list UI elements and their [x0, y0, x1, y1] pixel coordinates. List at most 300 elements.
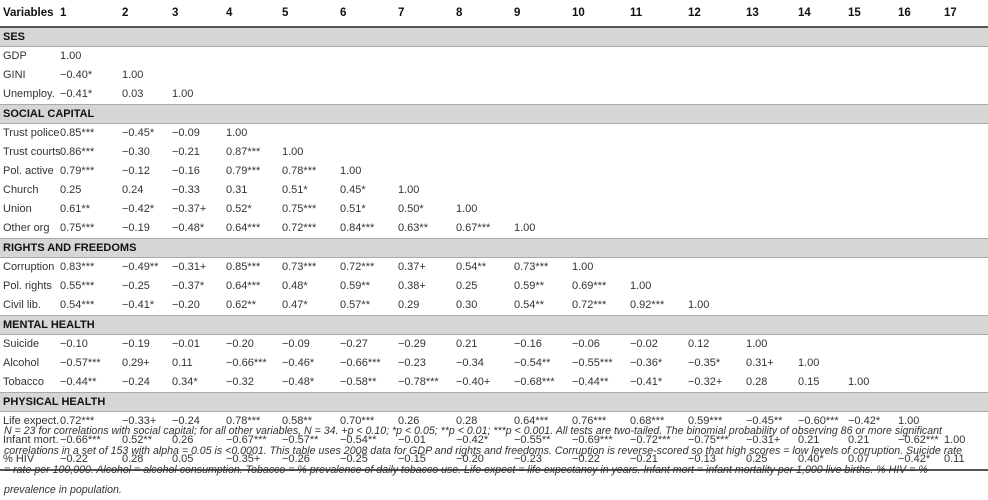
table-cell [848, 219, 898, 239]
table-cell [226, 47, 282, 67]
table-cell [944, 200, 988, 219]
table-cell: 0.54*** [60, 299, 95, 311]
table-cell: −0.20 [456, 450, 514, 470]
table-cell: 0.54** [514, 299, 544, 311]
table-cell [848, 354, 898, 373]
table-cell [898, 335, 944, 355]
table-cell [746, 296, 798, 316]
table-cell: −0.75*** [688, 434, 729, 446]
table-cell [456, 143, 514, 162]
table-cell: −0.24 [172, 415, 200, 427]
table-cell: 0.55*** [60, 280, 95, 292]
table-cell [456, 181, 514, 200]
table-cell: −0.66*** [60, 434, 101, 446]
table-cell [630, 85, 688, 105]
table-cell [746, 200, 798, 219]
table-cell [848, 296, 898, 316]
header-col-1: 1 [60, 7, 67, 19]
header-col-7: 7 [398, 7, 405, 19]
table-cell: 0.75*** [282, 203, 317, 215]
table-cell: 0.12 [688, 338, 710, 350]
table-cell [848, 85, 898, 105]
table-row [0, 162, 988, 181]
table-cell: 0.63** [398, 222, 428, 234]
table-cell: −0.22 [572, 450, 630, 470]
table-cell: 0.29 [398, 299, 420, 311]
table-cell [688, 47, 746, 67]
table-cell: −0.20 [226, 338, 254, 350]
table-cell: 0.86*** [60, 146, 95, 158]
table-cell [848, 181, 898, 200]
table-cell: 0.24 [122, 184, 144, 196]
table-cell [572, 66, 630, 85]
table-cell: −0.66*** [340, 357, 381, 369]
table-cell: 0.11 [172, 357, 193, 369]
table-cell: −0.46* [282, 357, 315, 369]
table-cell: −0.33+ [122, 415, 157, 427]
row-label: Unemploy. [3, 88, 55, 100]
table-cell: −0.41* [630, 376, 663, 388]
table-cell [688, 143, 746, 162]
row-label: % HIV [0, 450, 60, 470]
row-label: Suicide [3, 338, 40, 350]
table-cell [898, 124, 944, 144]
row-label: Pol. active [3, 165, 54, 177]
table-cell [848, 124, 898, 144]
table-cell [572, 143, 630, 162]
table-cell: 0.47* [282, 299, 308, 311]
table-cell: −0.06 [572, 338, 600, 350]
table-cell: 1.00 [630, 280, 652, 292]
section-title: RIGHTS AND FREEDOMS [0, 239, 988, 258]
table-cell [630, 200, 688, 219]
table-cell: −0.57*** [60, 357, 101, 369]
table-cell: −0.44** [572, 376, 609, 388]
table-cell: −0.30 [122, 146, 150, 158]
section-header [0, 239, 988, 258]
table-cell [688, 200, 746, 219]
table-cell [514, 124, 572, 144]
table-cell [798, 85, 848, 105]
table-cell: −0.44** [60, 376, 97, 388]
table-cell [514, 85, 572, 105]
table-cell: −0.19 [122, 338, 150, 350]
table-cell: 0.73*** [282, 261, 317, 273]
table-cell: 1.00 [60, 50, 82, 62]
table-cell: 0.38+ [398, 280, 426, 292]
table-cell [282, 66, 340, 85]
table-cell: 0.11 [944, 450, 988, 470]
table-cell [898, 143, 944, 162]
table-cell [848, 258, 898, 278]
table-cell: 0.31+ [746, 357, 774, 369]
table-cell: 0.28 [746, 376, 768, 388]
table-cell [572, 162, 630, 181]
table-cell [746, 124, 798, 144]
table-row [0, 47, 988, 67]
table-cell: −0.42* [898, 450, 944, 470]
table-cell: 0.40* [798, 450, 848, 470]
table-cell: −0.29 [398, 338, 426, 350]
table-cell [848, 277, 898, 296]
table-cell: 0.72*** [282, 222, 317, 234]
table-row [0, 66, 988, 85]
table-cell [746, 85, 798, 105]
table-cell [398, 66, 456, 85]
table-row [0, 258, 988, 278]
table-cell [898, 258, 944, 278]
row-label: Union [3, 203, 32, 215]
row-label: Life expect. [3, 415, 60, 427]
row-label: Trust police [3, 127, 60, 139]
table-cell: 1.00 [944, 434, 966, 446]
table-cell [798, 296, 848, 316]
table-cell [514, 47, 572, 67]
table-cell [172, 47, 226, 67]
table-cell [944, 162, 988, 181]
table-cell: 0.69*** [572, 280, 607, 292]
table-cell [798, 47, 848, 67]
table-cell: −0.69*** [572, 434, 613, 446]
table-cell: 0.72*** [340, 261, 375, 273]
table-cell: −0.41* [60, 88, 93, 100]
table-cell: −0.57** [282, 434, 319, 446]
table-cell: 0.51* [340, 203, 366, 215]
row-label: GINI [3, 69, 26, 81]
table-cell [514, 200, 572, 219]
header-col-11: 11 [630, 7, 643, 19]
table-cell: 0.72*** [572, 299, 607, 311]
table-row [0, 277, 988, 296]
table-cell [688, 219, 746, 239]
table-cell [282, 124, 340, 144]
table-cell [746, 181, 798, 200]
table-row [0, 296, 988, 316]
table-cell: 1.00 [898, 415, 920, 427]
table-cell [746, 66, 798, 85]
table-cell: 0.84*** [340, 222, 375, 234]
table-cell: −0.13 [688, 450, 746, 470]
table-cell: 0.25 [60, 184, 82, 196]
table-cell [898, 219, 944, 239]
table-cell [944, 85, 988, 105]
table-cell: −0.45* [122, 127, 155, 139]
table-cell: 1.00 [172, 88, 194, 100]
table-row [0, 200, 988, 219]
table-cell [630, 143, 688, 162]
table-cell: 1.00 [456, 203, 478, 215]
table-cell: 1.00 [798, 357, 820, 369]
table-cell: −0.49** [122, 261, 159, 273]
table-cell: 0.28 [456, 415, 478, 427]
table-cell: 0.31 [226, 184, 248, 196]
table-cell [456, 162, 514, 181]
table-cell [798, 143, 848, 162]
table-cell: 0.26 [172, 434, 194, 446]
table-cell: 0.79*** [226, 165, 261, 177]
table-cell: 0.58** [282, 415, 312, 427]
table-cell: 0.21 [798, 434, 820, 446]
table-cell [898, 47, 944, 67]
section-title: SES [0, 27, 988, 47]
table-cell: −0.41* [122, 299, 155, 311]
table-cell [944, 354, 988, 373]
table-cell: 0.59*** [688, 415, 723, 427]
table-header [0, 0, 988, 27]
table-cell [944, 219, 988, 239]
section-title: MENTAL HEALTH [0, 316, 988, 335]
header-col-14: 14 [798, 7, 811, 19]
table-cell [848, 335, 898, 355]
table-cell [514, 181, 572, 200]
table-cell [746, 162, 798, 181]
table-cell: 1.00 [572, 261, 594, 273]
table-cell [746, 47, 798, 67]
table-cell: −0.66*** [226, 357, 267, 369]
header-col-2: 2 [122, 7, 129, 19]
table-cell: −0.02 [630, 338, 658, 350]
table-cell: 0.25 [746, 450, 798, 470]
row-label: Pol. rights [3, 280, 52, 292]
table-cell [944, 143, 988, 162]
table-cell: 0.62** [226, 299, 256, 311]
header-col-8: 8 [456, 7, 463, 19]
table-cell: 0.57** [340, 299, 370, 311]
table-cell: 0.73*** [514, 261, 549, 273]
table-row [0, 219, 988, 239]
table-cell: 0.52* [226, 203, 252, 215]
table-row [0, 373, 988, 393]
table-cell: −0.45** [746, 415, 783, 427]
table-cell [898, 181, 944, 200]
table-cell [848, 200, 898, 219]
table-cell: 0.87*** [226, 146, 261, 158]
table-row [0, 354, 988, 373]
table-cell [944, 373, 988, 393]
table-cell: 0.15 [798, 376, 820, 388]
section-header [0, 27, 988, 47]
table-cell [172, 66, 226, 85]
table-row [0, 85, 988, 105]
table-cell [630, 124, 688, 144]
table-cell: −0.19 [122, 222, 150, 234]
table-cell: −0.34 [456, 357, 484, 369]
table-cell: −0.55** [514, 434, 551, 446]
table-cell: −0.10 [60, 338, 88, 350]
table-cell [798, 335, 848, 355]
header-col-12: 12 [688, 7, 701, 19]
table-cell [898, 354, 944, 373]
table-cell [572, 200, 630, 219]
table-cell: 0.78*** [282, 165, 317, 177]
table-cell [398, 47, 456, 67]
table-cell: 0.37+ [398, 261, 426, 273]
table-cell: −0.78*** [398, 376, 439, 388]
table-cell: −0.24 [122, 376, 150, 388]
table-cell: 0.03 [122, 88, 144, 100]
table-cell: −0.32 [226, 376, 254, 388]
section-title: SOCIAL CAPITAL [0, 105, 988, 124]
table-cell [798, 277, 848, 296]
table-cell [340, 143, 398, 162]
table-cell [898, 200, 944, 219]
row-label: Tobacco [3, 376, 44, 388]
table-cell: −0.54** [514, 357, 551, 369]
table-cell: 0.67*** [456, 222, 491, 234]
table-cell [456, 47, 514, 67]
table-cell [898, 373, 944, 393]
table-cell [746, 143, 798, 162]
table-cell: −0.72*** [630, 434, 671, 446]
table-row [0, 143, 988, 162]
header-col-5: 5 [282, 7, 289, 19]
table-cell: −0.09 [172, 127, 200, 139]
table-cell: −0.54** [340, 434, 377, 446]
table-cell: −0.16 [172, 165, 200, 177]
table-cell [898, 162, 944, 181]
header-col-16: 16 [898, 7, 911, 19]
table-cell: 0.45* [340, 184, 366, 196]
table-cell [340, 66, 398, 85]
table-cell [398, 85, 456, 105]
table-cell: −0.32+ [688, 376, 723, 388]
table-cell: −0.26 [282, 450, 340, 470]
table-cell [746, 258, 798, 278]
table-cell: −0.42* [456, 434, 489, 446]
table-cell: 0.26 [398, 415, 420, 427]
table-cell: −0.68*** [514, 376, 555, 388]
table-cell [630, 66, 688, 85]
table-cell: 0.64*** [226, 280, 261, 292]
table-cell: 0.25 [456, 280, 478, 292]
table-cell: −0.55*** [572, 357, 613, 369]
row-label: Church [3, 184, 39, 196]
table-cell: 0.05 [172, 450, 226, 470]
table-cell: −0.40+ [456, 376, 491, 388]
table-cell [944, 47, 988, 67]
table-cell [630, 47, 688, 67]
table-cell: 0.64*** [514, 415, 549, 427]
table-cell [630, 181, 688, 200]
table-cell: 0.78*** [226, 415, 261, 427]
table-cell: 0.79*** [60, 165, 95, 177]
table-row [0, 181, 988, 200]
table-cell: −0.35* [688, 357, 721, 369]
table-cell: 0.51* [282, 184, 308, 196]
table-cell: −0.21 [630, 450, 688, 470]
table-cell [798, 200, 848, 219]
table-cell: −0.25 [340, 450, 398, 470]
table-cell [340, 47, 398, 67]
table-cell [514, 66, 572, 85]
table-cell [944, 124, 988, 144]
table-cell: 1.00 [848, 376, 870, 388]
table-cell [898, 66, 944, 85]
table-cell [688, 258, 746, 278]
table-cell [798, 181, 848, 200]
table-cell: 0.50* [398, 203, 424, 215]
table-cell [688, 85, 746, 105]
table-cell: −0.67*** [226, 434, 267, 446]
table-cell [898, 85, 944, 105]
row-label: Civil lib. [3, 299, 41, 311]
table-cell [944, 335, 988, 355]
table-cell [746, 277, 798, 296]
table-cell: 0.59** [514, 280, 544, 292]
header-col-10: 10 [572, 7, 585, 19]
table-cell: −0.36* [630, 357, 663, 369]
table-cell [456, 124, 514, 144]
section-header [0, 105, 988, 124]
table-cell [630, 258, 688, 278]
table-cell: −0.31+ [746, 434, 781, 446]
table-cell [226, 85, 282, 105]
header-col-4: 4 [226, 7, 233, 19]
row-label: Trust courts [3, 146, 61, 158]
table-cell: 0.68*** [630, 415, 665, 427]
table-cell [514, 143, 572, 162]
table-cell [572, 85, 630, 105]
table-cell: −0.42* [122, 203, 155, 215]
table-cell: 1.00 [122, 69, 144, 81]
table-cell: −0.27 [340, 338, 368, 350]
table-row [0, 335, 988, 355]
table-cell [746, 219, 798, 239]
table-notes: N = 23 for correlations with social capital; for all other variables, N = 34. +p < 0.10; *p < 0.05; **p < 0.01; ***p < 0.001. All tests are two-tailed. The binomial probability of observing 86 or more significant correlations in a set of 153 with alpha = 0.05 is <0.0001. This table uses 2008 data for GDP and rights and freedoms. Corruption is reverse-scored so that high scores = low levels of corruption. Suicide rate = rate per 100,000. Alcohol = alcohol consumption. Tobacco = % prevalence of daily tobacco use. Life expect = life expectancy in years. Infant mort = infant mortality per 1,000 live births. % HIV = % prevalence in population. [4, 425, 962, 496]
table-cell: −0.23 [514, 450, 572, 470]
table-cell: −0.37+ [172, 203, 207, 215]
table-cell: −0.22 [60, 450, 122, 470]
table-cell: −0.42* [848, 415, 881, 427]
table-cell [848, 162, 898, 181]
table-cell [398, 162, 456, 181]
row-label: Alcohol [3, 357, 40, 369]
table-cell: 0.59** [340, 280, 370, 292]
table-cell [898, 277, 944, 296]
table-cell: 0.61** [60, 203, 90, 215]
table-cell [630, 219, 688, 239]
table-cell: −0.25 [122, 280, 150, 292]
table-cell: 0.85*** [226, 261, 261, 273]
table-cell: −0.15 [398, 450, 456, 470]
table-cell: −0.09 [282, 338, 310, 350]
table-cell [688, 277, 746, 296]
table-cell: −0.40* [60, 69, 93, 81]
table-cell: −0.16 [514, 338, 542, 350]
table-cell: 0.54** [456, 261, 486, 273]
section-title: PHYSICAL HEALTH [0, 393, 988, 412]
header-col-6: 6 [340, 7, 347, 19]
table-cell: 1.00 [688, 299, 710, 311]
row-label: GDP [3, 50, 27, 62]
table-cell: 1.00 [398, 184, 420, 196]
table-cell: −0.21 [172, 146, 200, 158]
table-cell [848, 66, 898, 85]
header-col-13: 13 [746, 7, 759, 19]
table-cell [340, 85, 398, 105]
table-cell: −0.20 [172, 299, 200, 311]
table-cell: −0.31+ [172, 261, 207, 273]
table-cell [514, 162, 572, 181]
table-cell [122, 47, 172, 67]
table-cell: 1.00 [340, 165, 362, 177]
table-cell: 1.00 [746, 338, 768, 350]
table-cell [688, 181, 746, 200]
table-cell: 0.21 [456, 338, 478, 350]
table-cell: 0.52** [122, 434, 152, 446]
table-cell [340, 124, 398, 144]
table-cell [572, 47, 630, 67]
